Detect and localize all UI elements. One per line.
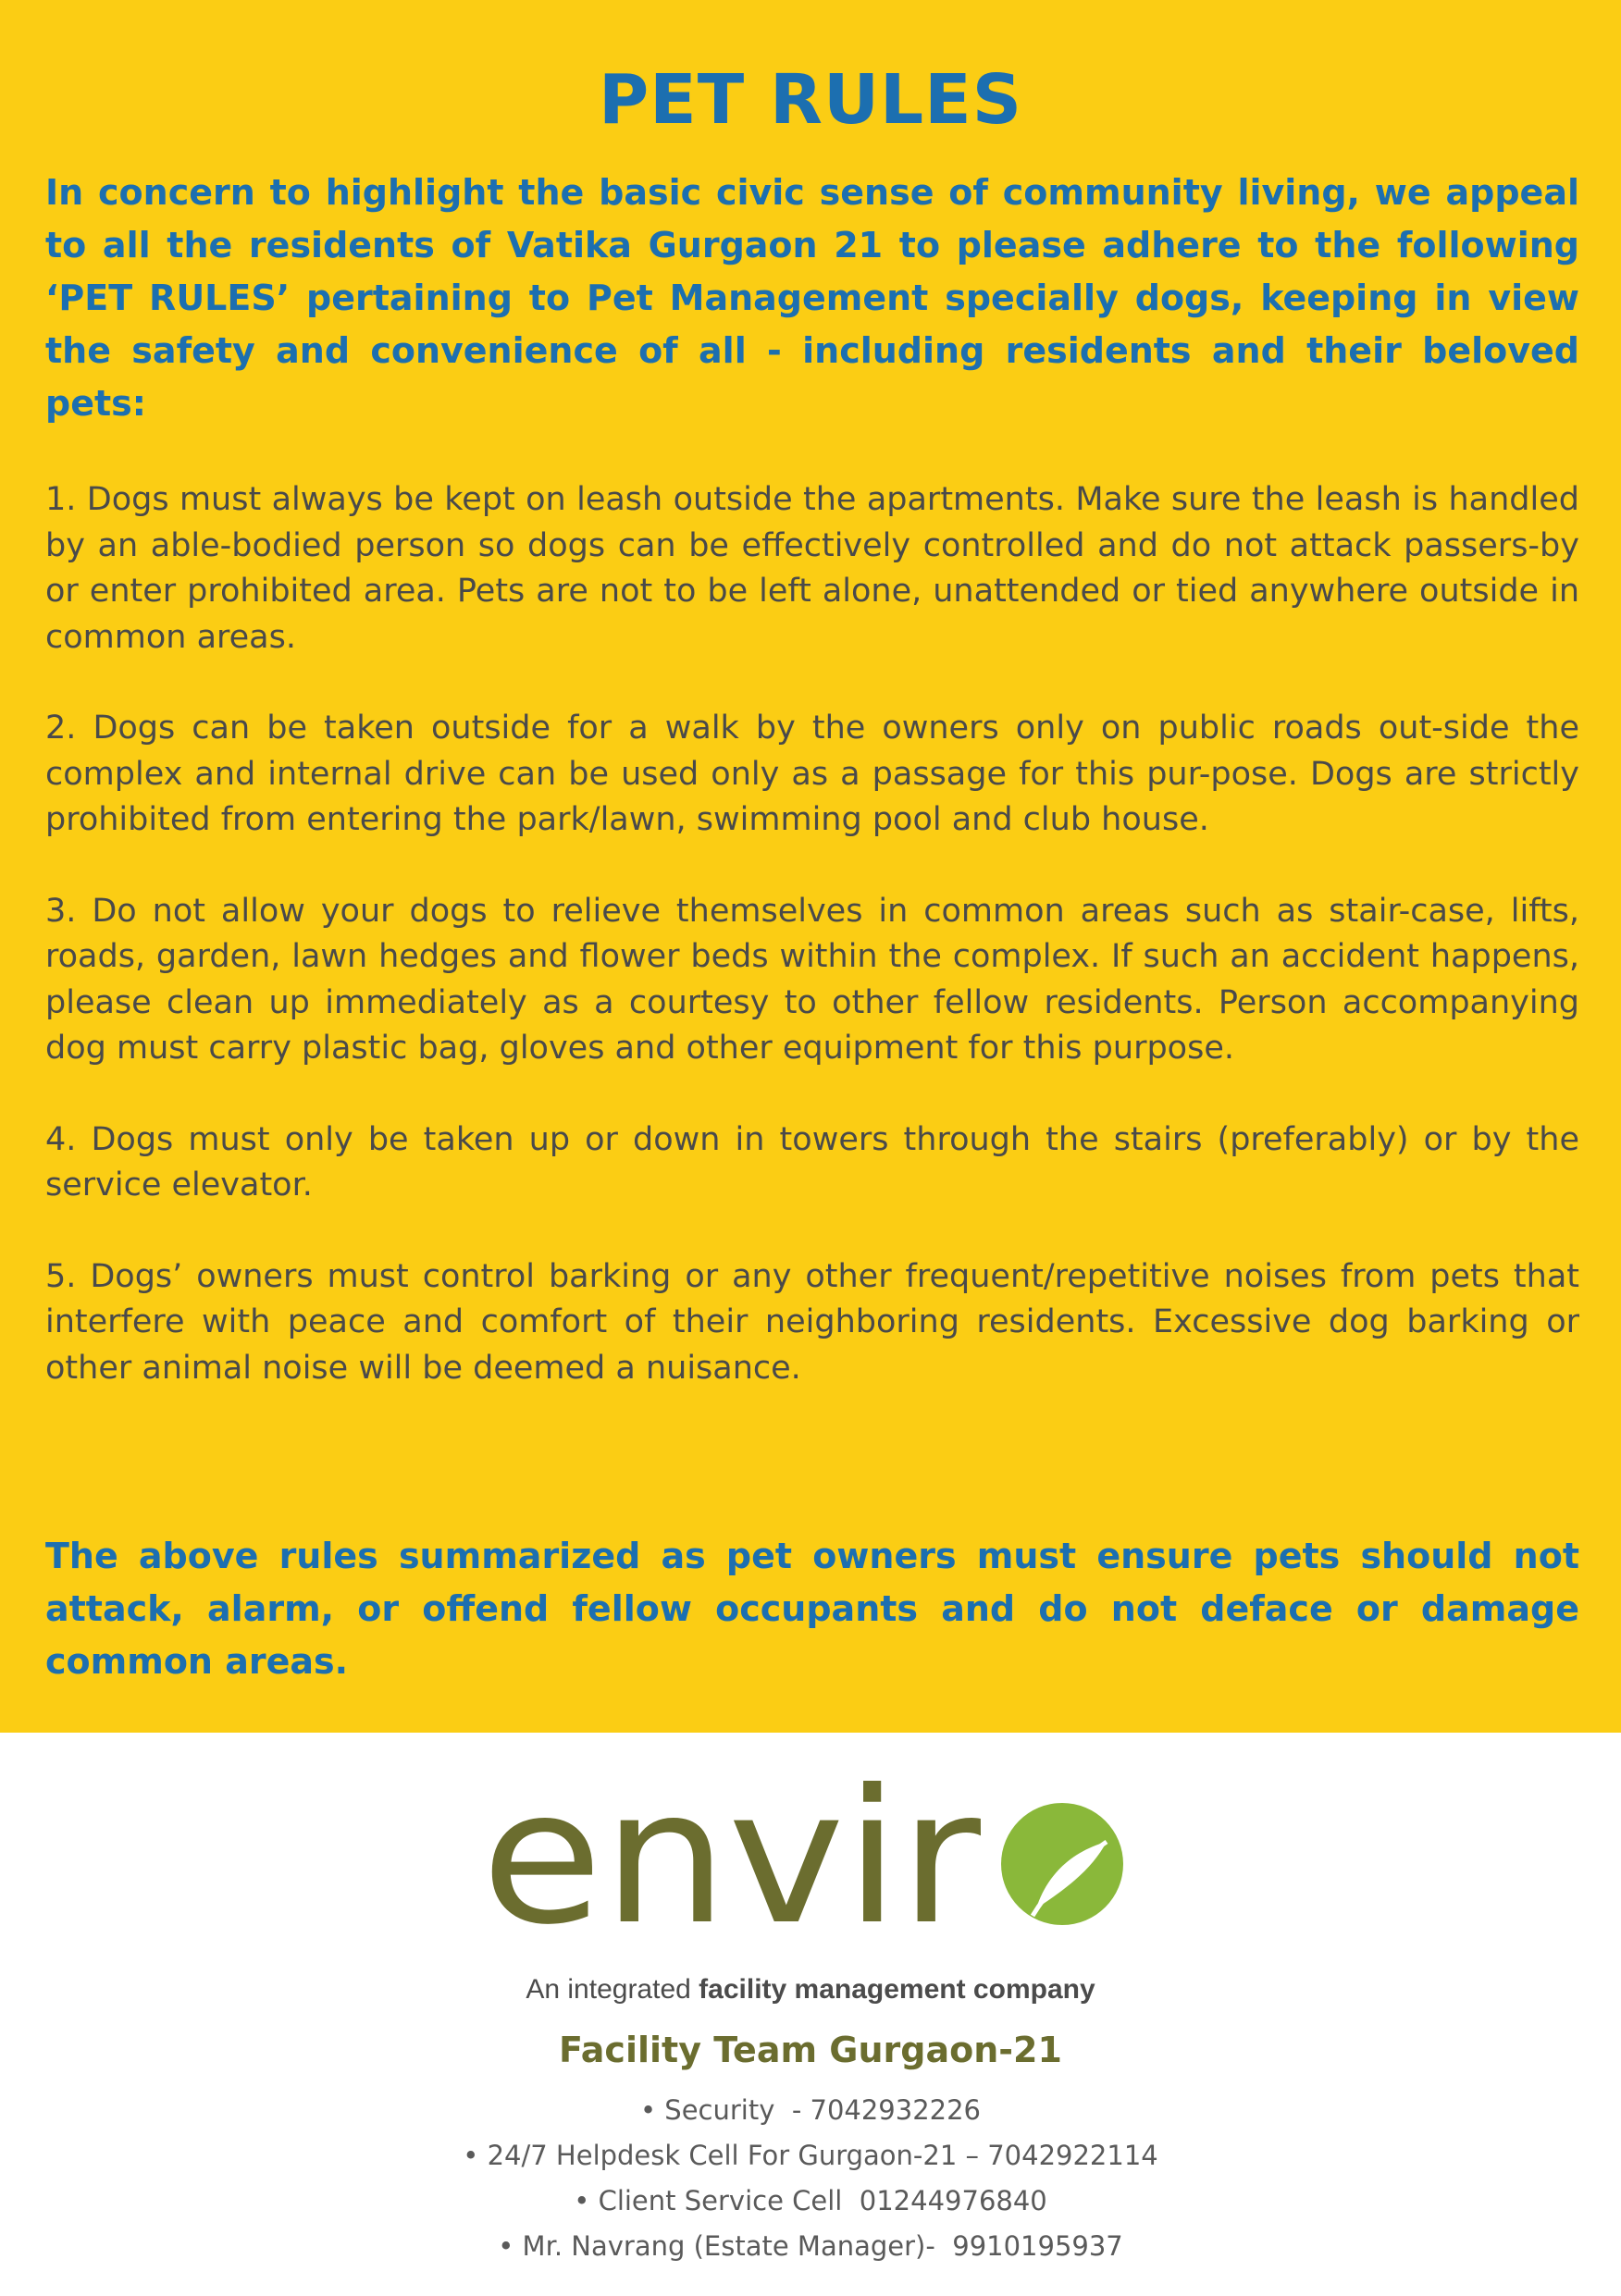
logo-wordmark: envir: [481, 1762, 982, 1947]
logo-leaf-circle: [1001, 1803, 1123, 1925]
page-title: PET RULES: [598, 60, 1023, 140]
contact-helpdesk: • 24/7 Helpdesk Cell For Gurgaon-21 – 7042922114: [463, 2140, 1158, 2171]
rule-5: 5. Dogs’ owners must control barking or any other frequent/repetitive noises from pets that interfere with peace and comfort of their neighboring residents. Excessive dog barking or other animal noise will be deemed a nuisance.: [45, 1257, 1579, 1387]
rule-1: 1. Dogs must always be kept on leash outside the apartments. Make sure the leash is handled by an able-bodied person so dogs can be effectively controlled and do not attack passers-by or enter prohibited area. Pets are not to be left alone, unattended or tied anywhere outside in common areas.: [45, 481, 1579, 656]
contact-security: • Security - 7042932226: [639, 2094, 982, 2126]
intro-paragraph: In concern to highlight the basic civic sense of community living, we appeal to all the residents of Vatika Gurgaon 21 to please adhere to the following ‘PET RULES’ pertaining to Pet Management specially dogs, keeping in view the safety and convenience of all - including residents and their beloved pets:: [45, 172, 1579, 424]
tagline-bold: facility management company: [699, 1974, 1095, 2005]
contacts-list: [0, 2088, 1621, 2269]
contact-client-service: • Client Service Cell 01244976840: [574, 2185, 1047, 2216]
footer: [0, 1733, 1621, 2296]
rules-list: [45, 477, 1579, 1437]
contact-estate-manager: • Mr. Navrang (Estate Manager)- 9910195937: [498, 2230, 1123, 2262]
rule-2: 2. Dogs can be taken outside for a walk by the owners only on public roads out-side the complex and internal drive can be used only as a passage for this pur-pose. Dogs are strictly prohibited from entering the park/lawn, swimming pool and club house.: [45, 710, 1579, 838]
rule-3: 3. Do not allow your dogs to relieve themselves in common areas such as stair-case, lifts, roads, garden, lawn hedges and flower beds within the complex. If such an accident happens, please clean up immediately as a courtesy to other fellow residents. Person accompanying dog must carry plastic bag, gloves and other equipment for this purpose.: [45, 892, 1579, 1067]
summary-paragraph: The above rules summarized as pet owners must ensure pets should not attack, alarm, or offend fellow occupants and do not deface or damage common areas.: [45, 1536, 1579, 1682]
rule-4: 4. Dogs must only be taken up or down in towers through the stairs (preferably) or by the service elevator.: [45, 1120, 1579, 1204]
enviro-logo: [481, 1762, 1147, 1947]
facility-team-title: Facility Team Gurgaon-21: [559, 2030, 1062, 2070]
tagline-prefix: An integrated: [526, 1974, 691, 2005]
company-tagline: [0, 1971, 1621, 2008]
